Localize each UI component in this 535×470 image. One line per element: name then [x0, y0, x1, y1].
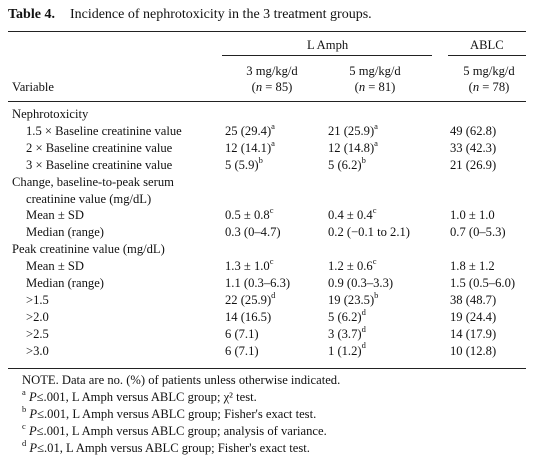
cell-value: 0.7 (0–5.3) [450, 225, 506, 240]
footnote-line [22, 386, 257, 405]
row-label: >2.5 [26, 326, 49, 341]
table-cell [328, 340, 366, 359]
p-label: P [28, 390, 37, 404]
cell-value: 21 (25.9) [328, 123, 375, 138]
cell-value: 38 (48.7) [450, 292, 497, 307]
table-cell [225, 275, 290, 291]
cell-value: 3 (3.7) [328, 326, 362, 341]
table-cell [450, 123, 496, 139]
row-label: Mean ± SD [26, 259, 84, 274]
table-cell [225, 137, 275, 156]
cell-value: 1.1 (0.3–6.3) [225, 276, 291, 290]
table-cell [328, 207, 376, 223]
cell-value: 25 (29.4) [225, 123, 272, 138]
cell-value: 1.0 ± 1.0 [450, 208, 495, 223]
table-cell [328, 275, 393, 291]
cell-value: 6 (7.1) [225, 326, 259, 341]
cell-value: 22 (25.9) [225, 292, 272, 307]
table-cell [328, 137, 378, 156]
group-header-ablc: ABLC [470, 38, 504, 52]
row-label: Mean ± SD [26, 208, 84, 223]
cell-value: 1.2 ± 0.6 [328, 259, 373, 274]
table-cell [225, 255, 274, 274]
table-cell [225, 326, 259, 342]
p-label: P [28, 424, 37, 438]
cell-value: 19 (24.4) [450, 309, 497, 324]
dose-label: 5 mg/kg/d [463, 64, 515, 78]
table-cell [450, 207, 495, 223]
row-label: 2 × Baseline creatinine value [26, 140, 173, 155]
header-bottom-rule [8, 101, 526, 102]
row-label: Change, baseline-to-peak serum [12, 174, 174, 189]
table-cell [225, 289, 276, 308]
footnote-text: ≤.01, L Amph versus ABLC group; Fisher's exact test. [37, 441, 310, 455]
cell-value: 1.3 ± 1.0 [225, 259, 270, 274]
n-label: (n = 81) [354, 80, 396, 94]
top-rule [8, 31, 526, 32]
footnote-marker: d [361, 306, 366, 317]
row-label: >3.0 [26, 343, 49, 358]
table-cell [328, 255, 377, 274]
cell-value: 19 (23.5) [328, 292, 375, 307]
footnote-mark: d [22, 437, 27, 448]
cell-value: 14 (17.9) [450, 326, 497, 341]
n-label: (n = 78) [468, 80, 510, 94]
col-header-ablc-5 [449, 63, 529, 95]
table-title-line [8, 7, 372, 23]
cell-value: 0.3 (0–4.7) [225, 225, 281, 240]
table-cell [450, 326, 496, 342]
table-cell [225, 343, 259, 359]
table-cell [450, 275, 515, 291]
footnote-marker: d [361, 340, 366, 351]
table-cell [225, 120, 275, 139]
footnote-line [22, 403, 317, 422]
footnote-marker: b [258, 154, 263, 165]
cell-value: 0.9 (0.3–3.3) [328, 276, 394, 290]
cell-value: 1 (1.2) [328, 343, 362, 358]
p-label: P [29, 441, 38, 455]
dose-label: 5 mg/kg/d [349, 64, 401, 78]
col-header-lamph-3 [232, 63, 312, 95]
cell-value: 33 (42.3) [450, 140, 497, 155]
note-main: NOTE. Data are no. (%) of patients unless otherwise indicated. [22, 373, 341, 387]
row-label: Nephrotoxicity [12, 107, 89, 121]
footnote-text: ≤.001, L Amph versus ABLC group; analysis of variance. [36, 424, 327, 438]
table-cell [450, 258, 495, 274]
table-cell [328, 154, 366, 173]
cell-value: 5 (6.2) [328, 157, 362, 172]
footnote-marker: b [374, 289, 379, 300]
cell-value: 6 (7.1) [225, 343, 259, 358]
table-cell [225, 224, 281, 240]
table-bottom-rule [8, 368, 526, 369]
row-label: 3 × Baseline creatinine value [26, 157, 173, 172]
p-label: P [29, 407, 38, 421]
cell-value: 10 (12.8) [450, 343, 497, 358]
table-cell [450, 292, 496, 308]
footnote-marker: a [271, 120, 275, 131]
table-cell [450, 224, 506, 240]
table-cell [328, 224, 410, 240]
table-cell [225, 207, 273, 223]
row-label: 1.5 × Baseline creatinine value [26, 123, 182, 138]
cell-value: 14 (16.5) [225, 309, 272, 324]
table-cell [450, 157, 496, 173]
row-label: Median (range) [26, 225, 104, 240]
row-label: Peak creatinine value (mg/dL) [12, 242, 165, 257]
footnote-marker: c [372, 205, 377, 216]
table-title: Incidence of nephrotoxicity in the 3 treatment groups. [69, 7, 372, 22]
footnote-mark: c [22, 420, 26, 431]
cell-value: 5 (5.9) [225, 157, 259, 172]
table-cell [225, 154, 263, 173]
cell-value: 12 (14.8) [328, 140, 375, 155]
group-header-lamph: L Amph [307, 38, 349, 52]
table-cell [328, 120, 378, 139]
footnote-marker: a [374, 120, 378, 131]
footnote-marker: a [374, 137, 378, 148]
ablc-group-rule [448, 55, 526, 56]
footnote-line [22, 420, 327, 439]
cell-value: 5 (6.2) [328, 309, 362, 324]
footnote-text: ≤.001, L Amph versus ABLC group; Fisher's exact test. [37, 407, 317, 421]
variable-header: Variable [12, 80, 54, 94]
footnote-marker: c [269, 255, 274, 266]
footnote-marker: d [361, 323, 366, 334]
table-cell [450, 343, 496, 359]
row-label: Median (range) [26, 276, 104, 290]
footnote-marker: d [271, 289, 276, 300]
row-label: >1.5 [26, 292, 49, 307]
table-cell [450, 140, 496, 156]
row-label: >2.0 [26, 309, 49, 324]
cell-value: 1.8 ± 1.2 [450, 259, 495, 274]
n-label: (n = 85) [251, 80, 293, 94]
table-cell [328, 323, 366, 342]
lamph-group-rule [222, 55, 432, 56]
footnote-line [22, 437, 310, 456]
footnote-marker: b [361, 154, 366, 165]
table-cell [328, 289, 379, 308]
cell-value: 49 (62.8) [450, 123, 497, 138]
cell-value: 12 (14.1) [225, 140, 272, 155]
footnote-mark: b [22, 403, 27, 414]
table-cell [328, 306, 366, 325]
footnote-marker: c [372, 255, 377, 266]
cell-value: 0.2 (−0.1 to 2.1) [328, 225, 410, 240]
table-cell [225, 309, 271, 325]
dose-label: 3 mg/kg/d [246, 64, 298, 78]
cell-value: 21 (26.9) [450, 157, 497, 172]
col-header-lamph-5 [335, 63, 415, 95]
footnote-marker: c [269, 205, 274, 216]
row-label: creatinine value (mg/dL) [26, 191, 152, 206]
footnote-marker: a [271, 137, 275, 148]
footnote-mark: a [22, 386, 26, 397]
footnote-text: ≤.001, L Amph versus ABLC group; χ² test. [36, 390, 257, 404]
table-cell [450, 309, 496, 325]
cell-value: 1.5 (0.5–6.0) [450, 276, 516, 290]
cell-value: 0.4 ± 0.4 [328, 208, 373, 223]
cell-value: 0.5 ± 0.8 [225, 208, 270, 223]
table-number: Table 4. [8, 7, 55, 22]
